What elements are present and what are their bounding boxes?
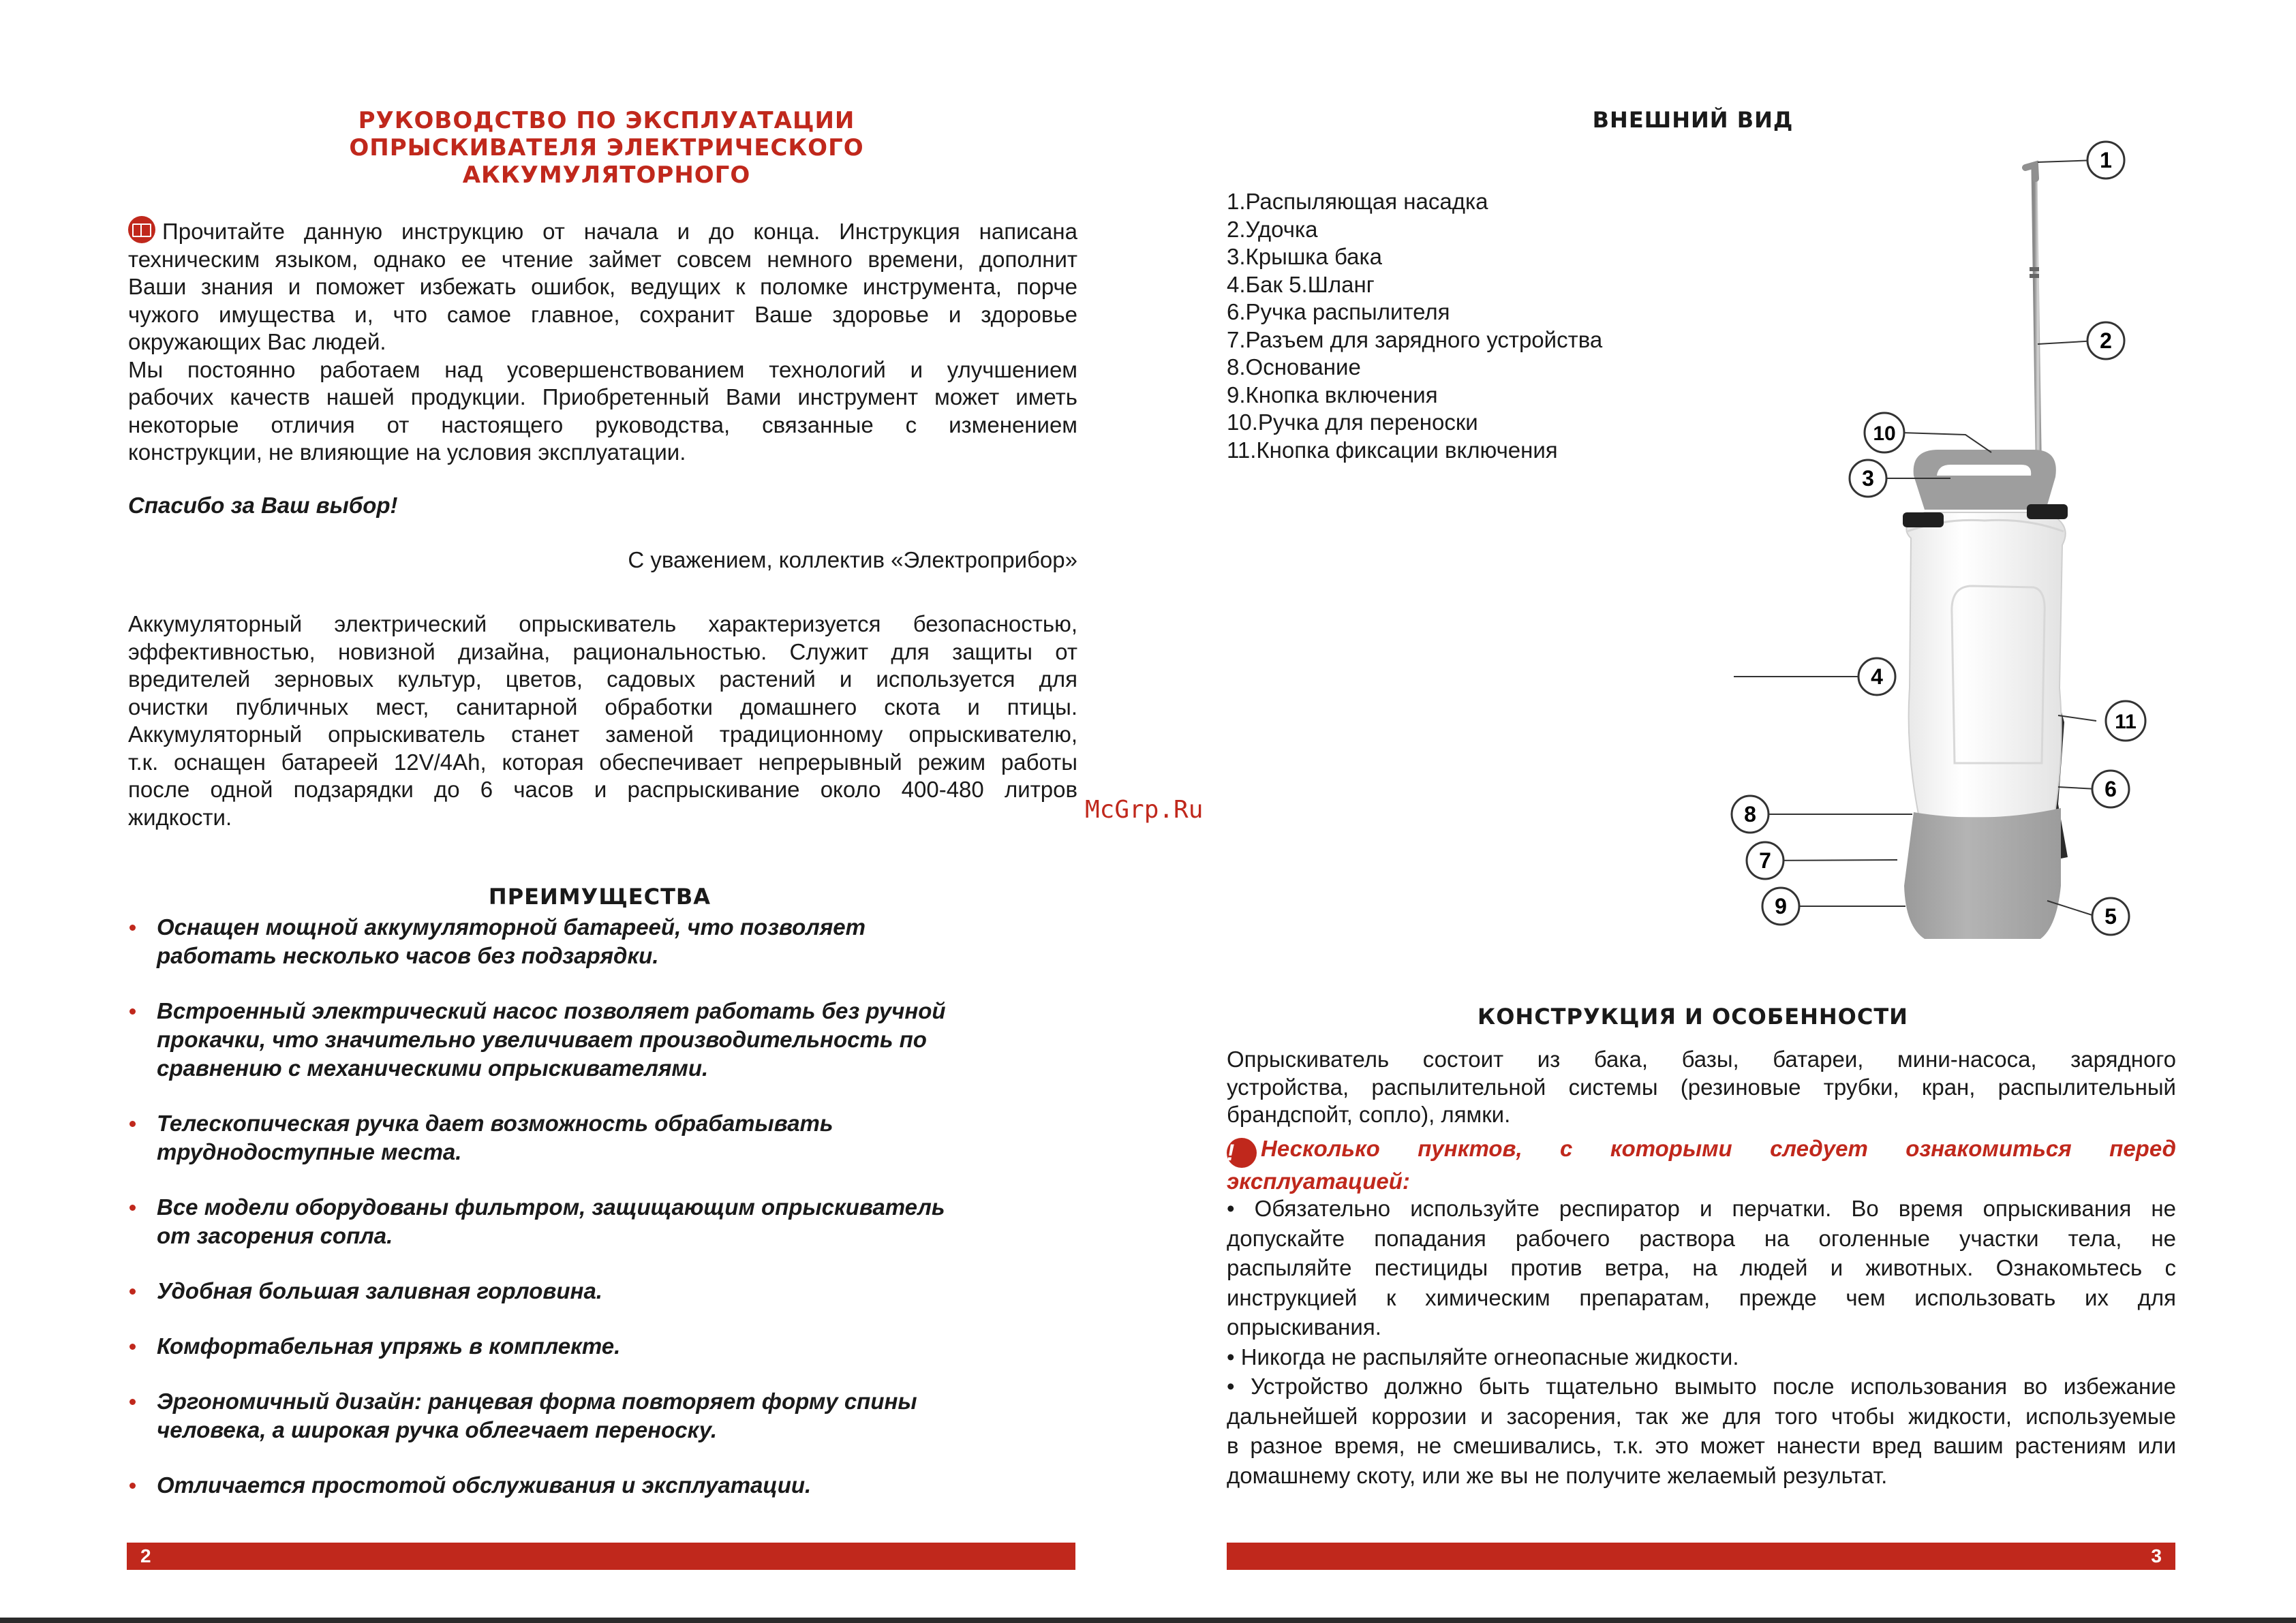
svg-text:10: 10 [1873,422,1896,445]
description-line: вредителей зерновых культур, цветов, садовых растений и используется для [128,666,1077,692]
bullet-line: домашнему скоту, или же вы не получите желаемый результат. [1227,1462,1888,1488]
callout-9 [1762,888,1799,925]
bullet-dot [129,1288,136,1295]
strap-clip-left [1903,512,1944,527]
description-line: Аккумуляторный опрыскиватель станет заменой традиционному опрыскивателю, [128,722,1077,747]
part-item: 8.Основание [1227,354,1361,380]
exclamation-icon: ! [1227,1138,1257,1168]
tank-base [1904,808,2061,939]
manual-title-line-2: ОПРЫСКИВАТЕЛЯ ЭЛЕКТРИЧЕСКОГО [349,134,864,161]
svg-text:3: 3 [1862,466,1874,491]
warning-line: Несколько пунктов, с которыми следует ознакомиться перед [1261,1136,2176,1161]
advantages-title: ПРЕИМУЩЕСТВА [488,884,711,910]
part-item: 3.Крышка бака [1227,244,1382,269]
lance-tip [2025,165,2036,179]
callout-4 [1858,658,1895,695]
svg-text:7: 7 [1759,848,1771,873]
advantages-list [129,913,1084,1500]
carry-handle-hole [1937,465,2031,476]
advantage-item: Телескопическая ручка дает возможность обрабатывать труднодоступные места. [129,1109,1084,1166]
page-number: 2 [140,1545,151,1566]
description-line: жидкости. [128,804,232,830]
left-footer-bar [127,1543,1075,1570]
part-item: 2.Удочка [1227,216,1318,242]
signature-text: С уважением, коллектив «Электроприбор» [628,547,1077,572]
advantage-item: Оснащен мощной аккумуляторной батареей, что позволяет работать несколько часов без подзарядки. [129,913,1084,970]
description-line: эффективностью, новизной дизайна, рациональностью. Служит для защиты от [128,638,1077,664]
appearance-title: ВНЕШНИЙ ВИД [1592,107,1794,133]
bullet-line: опрыскивания. [1227,1314,1381,1340]
callout-5 [2092,898,2129,935]
manual-title [204,107,1009,189]
svg-text:1: 1 [2100,148,2112,172]
intro-line: Ваши знания и поможет избежать ошибок, ведущих к поломке инструмента, порче [128,274,1077,299]
part-item: 9.Кнопка включения [1227,382,1438,407]
intro-line: чужого имущества и, что самое главное, сохранит Ваше здоровье и здоровье [128,301,1077,327]
description-line: Аккумуляторный электрический опрыскиватель характеризуется безопасностью, [128,611,1077,636]
callout-6 [2092,771,2129,807]
bullet-line: инструкцией к химическим препаратам, прежде чем использовать их для [1227,1284,2176,1310]
intro-line: Прочитайте данную инструкцию от начала и до конца. Инструкция написана [162,219,1077,244]
description-line: очистки публичных мест, санитарной обработки домашнего скота и птицы. [128,694,1077,720]
bullet-line: • Устройство должно быть тщательно вымыто после использования во избежание [1227,1374,2176,1399]
bullet-line: допускайте попадания рабочего раствора на оголенные участки тела, не [1227,1225,2176,1251]
scan-bottom-strip [0,1618,2296,1623]
watermark-text: McGrp.Ru [1085,796,1204,824]
advantage-item: Все модели оборудованы фильтром, защищающим опрыскиватель от засорения сопла. [129,1193,1084,1250]
part-item: 11.Кнопка фиксации включения [1227,437,1558,463]
svg-text:5: 5 [2104,904,2117,929]
improve-line: конструкции, не влияющие на условия эксплуатации. [128,439,686,465]
construction-line: устройства, распылительной системы (резиновые трубки, кран, распылительный [1227,1074,2176,1100]
bullet-line: распыляйте пестициды против ветра, на людей и животных. Ознакомьтесь с [1227,1255,2176,1280]
right-page [1148,0,2296,1623]
advantage-item: Эргономичный дизайн: ранцевая форма повторяет форму спины человека, а широкая ручка облегчает переноску. [129,1387,1084,1444]
bullet-dot [129,1344,136,1350]
intro-line: окружающих Вас людей. [128,329,386,354]
bullet-dot [129,1008,136,1015]
improve-line: Мы постоянно работаем над усовершенствованием технологий и улучшением [128,356,1077,382]
manual-title-line-3: АККУМУЛЯТОРНОГО [462,161,751,189]
svg-text:2: 2 [2100,328,2112,353]
svg-text:8: 8 [1744,802,1756,826]
construction-title: КОНСТРУКЦИЯ И ОСОБЕННОСТИ [1478,1004,1908,1030]
bullet-line: в разное время, не смешивались, т.к. это может нанести вред вашим растениям или [1227,1433,2176,1458]
bullet-dot [129,1483,136,1489]
advantage-item: Удобная большая заливная горловина. [129,1277,1084,1305]
svg-text:6: 6 [2104,777,2117,801]
thanks-text: Спасибо за Ваш выбор! [128,493,398,518]
bullet-dot [129,1121,136,1127]
callout-3 [1850,460,1886,497]
bullet-dot [129,925,136,931]
description-paragraph [128,610,1077,831]
advantage-item: Комфортабельная упряжь в комплекте. [129,1332,1084,1361]
svg-text:11: 11 [2115,711,2137,733]
right-footer-bar [1227,1543,2175,1570]
svg-text:4: 4 [1871,664,1883,689]
page-number: 3 [2151,1545,2162,1566]
callout-10 [1865,413,1904,452]
advantage-item: Встроенный электрический насос позволяет работать без ручной прокачки, что значительно увеличивает производительность по сравнению с механическими опрыскивателями. [129,997,1084,1083]
callout-1 [2087,142,2124,179]
tank-body [1906,512,2065,818]
part-item: 1.Распыляющая насадка [1227,189,1488,214]
part-item: 10.Ручка для переноски [1227,409,1478,435]
construction-line: Опрыскиватель состоит из бака, базы, батареи, мини-насоса, зарядного [1227,1047,2176,1072]
intro-paragraph [128,216,1077,467]
part-item: 4.Бак 5.Шланг [1227,271,1375,297]
callout-7 [1747,842,1784,879]
part-item: 6.Ручка распылителя [1227,299,1450,324]
strap-clip-right [2027,504,2068,519]
carry-handle [1914,450,2056,510]
bullet-dot [129,1205,136,1211]
bullet-line: • Обязательно используйте респиратор и перчатки. Во время опрыскивания не [1227,1196,2176,1221]
book-icon [128,216,155,243]
improve-line: некоторые отличия от настоящего руководства, связанные с изменением [128,412,1077,437]
safety-bullets [1227,1194,2176,1490]
warning-heading [1227,1135,2176,1196]
callout-8 [1732,796,1769,833]
manual-title-line-1: РУКОВОДСТВО ПО ЭКСПЛУАТАЦИИ [358,107,855,134]
part-item: 7.Разъем для зарядного устройства [1227,326,1603,352]
svg-text:9: 9 [1775,894,1787,918]
improve-line: рабочих качеств нашей продукции. Приобретенный Вами инструмент может иметь [128,384,1077,409]
bullet-line: • Никогда не распыляйте огнеопасные жидкости. [1227,1344,1739,1370]
bullet-dot [129,1399,136,1405]
intro-line: техническим языком, однако ее чтение займет совсем немного времени, дополнит [128,246,1077,272]
advantage-item: Отличается простотой обслуживания и эксплуатации. [129,1471,1084,1500]
description-line: т.к. оснащен батареей 12V/4Ah, которая обеспечивает непрерывный режим работы [128,749,1077,775]
warning-line: эксплуатацией: [1227,1169,1410,1194]
callout-11 [2106,701,2145,741]
description-line: после одной подзарядки до 6 часов и распрыскивание около 400-480 литров [128,777,1077,802]
construction-paragraph [1227,1046,2176,1129]
sprayer-illustration [1148,0,2296,968]
callout-2 [2087,322,2124,359]
construction-line: брандспойт, сопло), лямки. [1227,1102,1511,1127]
bullet-line: дальнейшей коррозии и засорения, так же для того чтобы жидкости, используемые [1227,1403,2176,1429]
